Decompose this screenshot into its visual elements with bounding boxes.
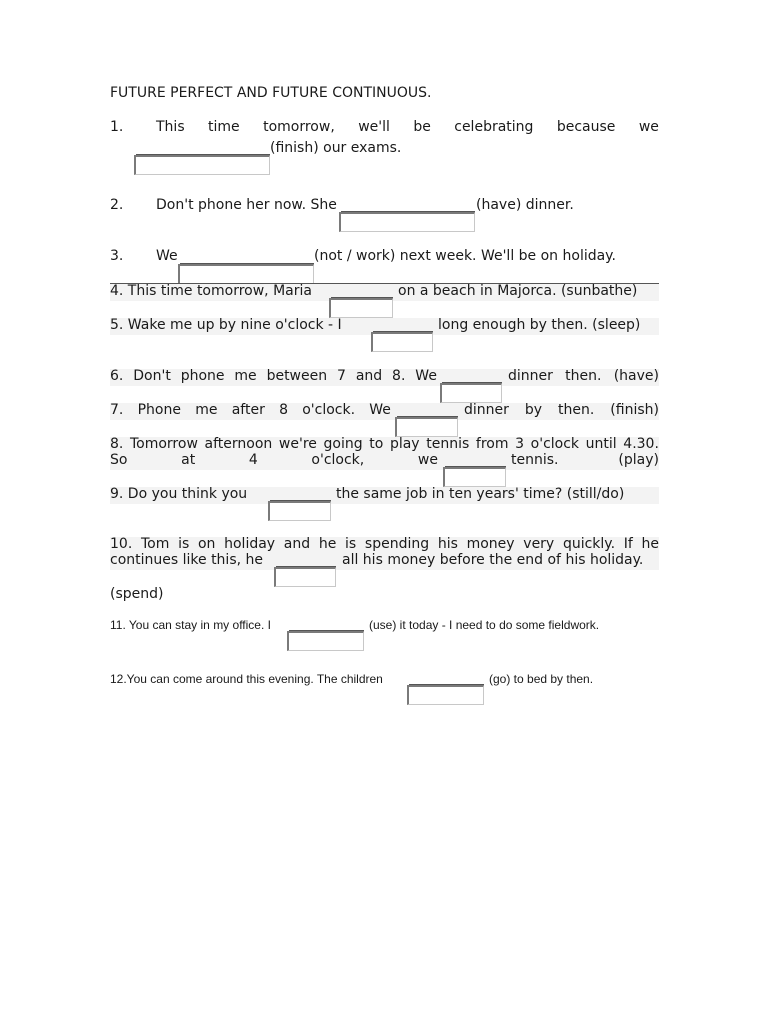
q3-text-after: (not / work) next week. We'll be on holiday.	[314, 248, 616, 264]
q8-word: tennis	[426, 436, 470, 452]
q7-word: Phone	[137, 402, 181, 418]
q1-line2: (finish) our exams.	[270, 140, 402, 156]
q8-word: 8.	[110, 436, 124, 452]
q11-answer-input[interactable]	[287, 631, 364, 651]
q10-text-before: continues like this, he	[110, 552, 264, 568]
q8-word: (play)	[618, 452, 659, 468]
q10-word: Tom	[140, 536, 170, 552]
q6-word: between	[266, 368, 328, 384]
q7-word: then.	[558, 402, 595, 418]
q10-word: is	[178, 536, 190, 552]
q8-word: tennis.	[511, 452, 559, 468]
q8-word: 3	[515, 436, 525, 452]
q7-answer-input[interactable]	[395, 417, 458, 437]
q3-number: 3.	[110, 248, 124, 264]
q1-word: This	[156, 119, 185, 135]
q4-text-after: on a beach in Majorca. (sunbathe)	[398, 283, 638, 299]
q2-text-after: (have) dinner.	[476, 197, 574, 213]
q7-word: 7.	[110, 402, 124, 418]
q8-word: play	[389, 436, 420, 452]
q7-word: 8	[279, 402, 288, 418]
q1-word: because	[556, 119, 616, 135]
q8-answer-input[interactable]	[443, 467, 506, 487]
q4-answer-input[interactable]	[329, 298, 393, 318]
q5-text-after: long enough by then. (sleep)	[438, 317, 641, 333]
q8-word: at	[181, 452, 196, 468]
q8-word: we're	[278, 436, 317, 452]
q8-word: 4.30.	[623, 436, 659, 452]
q6-answer-input[interactable]	[440, 383, 502, 403]
q12-answer-input[interactable]	[407, 685, 484, 705]
q6-word: then.	[565, 368, 602, 384]
q12-text-after: (go) to bed by then.	[489, 672, 594, 686]
q9-text-after: the same job in ten years' time? (still/do)	[336, 486, 625, 502]
q10-word: quickly.	[562, 536, 616, 552]
q6-text-before	[110, 368, 437, 384]
q7-word: dinner	[464, 402, 509, 418]
q10-line1	[110, 536, 659, 552]
q10-word: very	[523, 536, 555, 552]
q1-word: we	[638, 119, 659, 135]
q1-word: time	[208, 119, 240, 135]
q1-word: tomorrow,	[263, 119, 335, 135]
q6-word: Don't	[133, 368, 171, 384]
q10-word: he	[318, 536, 337, 552]
q6-word: We	[415, 368, 437, 384]
q10-word: money	[466, 536, 515, 552]
q4-text-before: 4. This time tomorrow, Maria	[110, 283, 312, 299]
q2-answer-input[interactable]	[339, 212, 475, 232]
q1-word: be	[413, 119, 431, 135]
q11-text-before: 11. You can stay in my office. I	[110, 618, 271, 632]
q6-text-after	[508, 368, 659, 384]
q8-word: afternoon	[204, 436, 273, 452]
q1-word: we'll	[358, 119, 390, 135]
q8-word: until	[585, 436, 617, 452]
q7-word: after	[231, 402, 265, 418]
q2-number: 2.	[110, 197, 124, 213]
q10-verb-hint: (spend)	[110, 586, 164, 602]
q10-word: and	[283, 536, 311, 552]
q6-word: 7	[337, 368, 346, 384]
q6-word: dinner	[508, 368, 553, 384]
q3-text-before: We	[156, 248, 178, 264]
q10-word: 10.	[110, 536, 133, 552]
q6-word: phone	[180, 368, 225, 384]
q8-word: 4	[248, 452, 258, 468]
q6-word: 6.	[110, 368, 124, 384]
q1-number: 1.	[110, 119, 124, 135]
q10-word: is	[345, 536, 357, 552]
q7-word: by	[524, 402, 543, 418]
q8-word: to	[369, 436, 384, 452]
q10-word: his	[437, 536, 458, 552]
q7-word: o'clock.	[302, 402, 356, 418]
q10-word: holiday	[224, 536, 276, 552]
q8-text-after	[511, 452, 659, 468]
q1-word: celebrating	[454, 119, 534, 135]
q10-word: on	[197, 536, 216, 552]
q8-word: we	[417, 452, 438, 468]
q8-line1	[110, 436, 659, 452]
q7-word: We	[369, 402, 391, 418]
q6-word: and	[355, 368, 383, 384]
q8-word: o'clock	[530, 436, 580, 452]
q12-text-before: 12.You can come around this evening. The children	[110, 672, 383, 686]
q1-answer-input[interactable]	[134, 155, 270, 175]
q3-answer-input[interactable]	[178, 264, 314, 284]
q8-word: from	[475, 436, 509, 452]
q5-text-before: 5. Wake me up by nine o'clock - I	[110, 317, 342, 333]
q7-text-after	[464, 402, 659, 418]
q10-word: If	[623, 536, 633, 552]
q9-text-before: 9. Do you think you	[110, 486, 248, 502]
q6-word: me	[234, 368, 257, 384]
q7-word: (finish)	[610, 402, 659, 418]
q6-word: (have)	[613, 368, 659, 384]
q7-word: me	[195, 402, 218, 418]
q8-line2	[110, 452, 438, 468]
q10-word: he	[641, 536, 659, 552]
q8-word: o'clock,	[311, 452, 365, 468]
q8-word: So	[110, 452, 128, 468]
q5-answer-input[interactable]	[371, 332, 433, 352]
q7-text-before	[110, 402, 391, 418]
q10-word: spending	[364, 536, 430, 552]
q1-line1	[156, 119, 659, 135]
q11-text-after: (use) it today - I need to do some fieldwork.	[369, 618, 600, 632]
worksheet-title: FUTURE PERFECT AND FUTURE CONTINUOUS.	[110, 85, 432, 101]
q6-word: 8.	[392, 368, 406, 384]
q2-text-before: Don't phone her now. She	[156, 197, 337, 213]
q8-word: going	[323, 436, 363, 452]
q10-answer-input[interactable]	[274, 567, 336, 587]
q8-word: Tomorrow	[129, 436, 198, 452]
q10-text-after: all his money before the end of his holiday.	[342, 552, 644, 568]
q9-answer-input[interactable]	[268, 501, 331, 521]
